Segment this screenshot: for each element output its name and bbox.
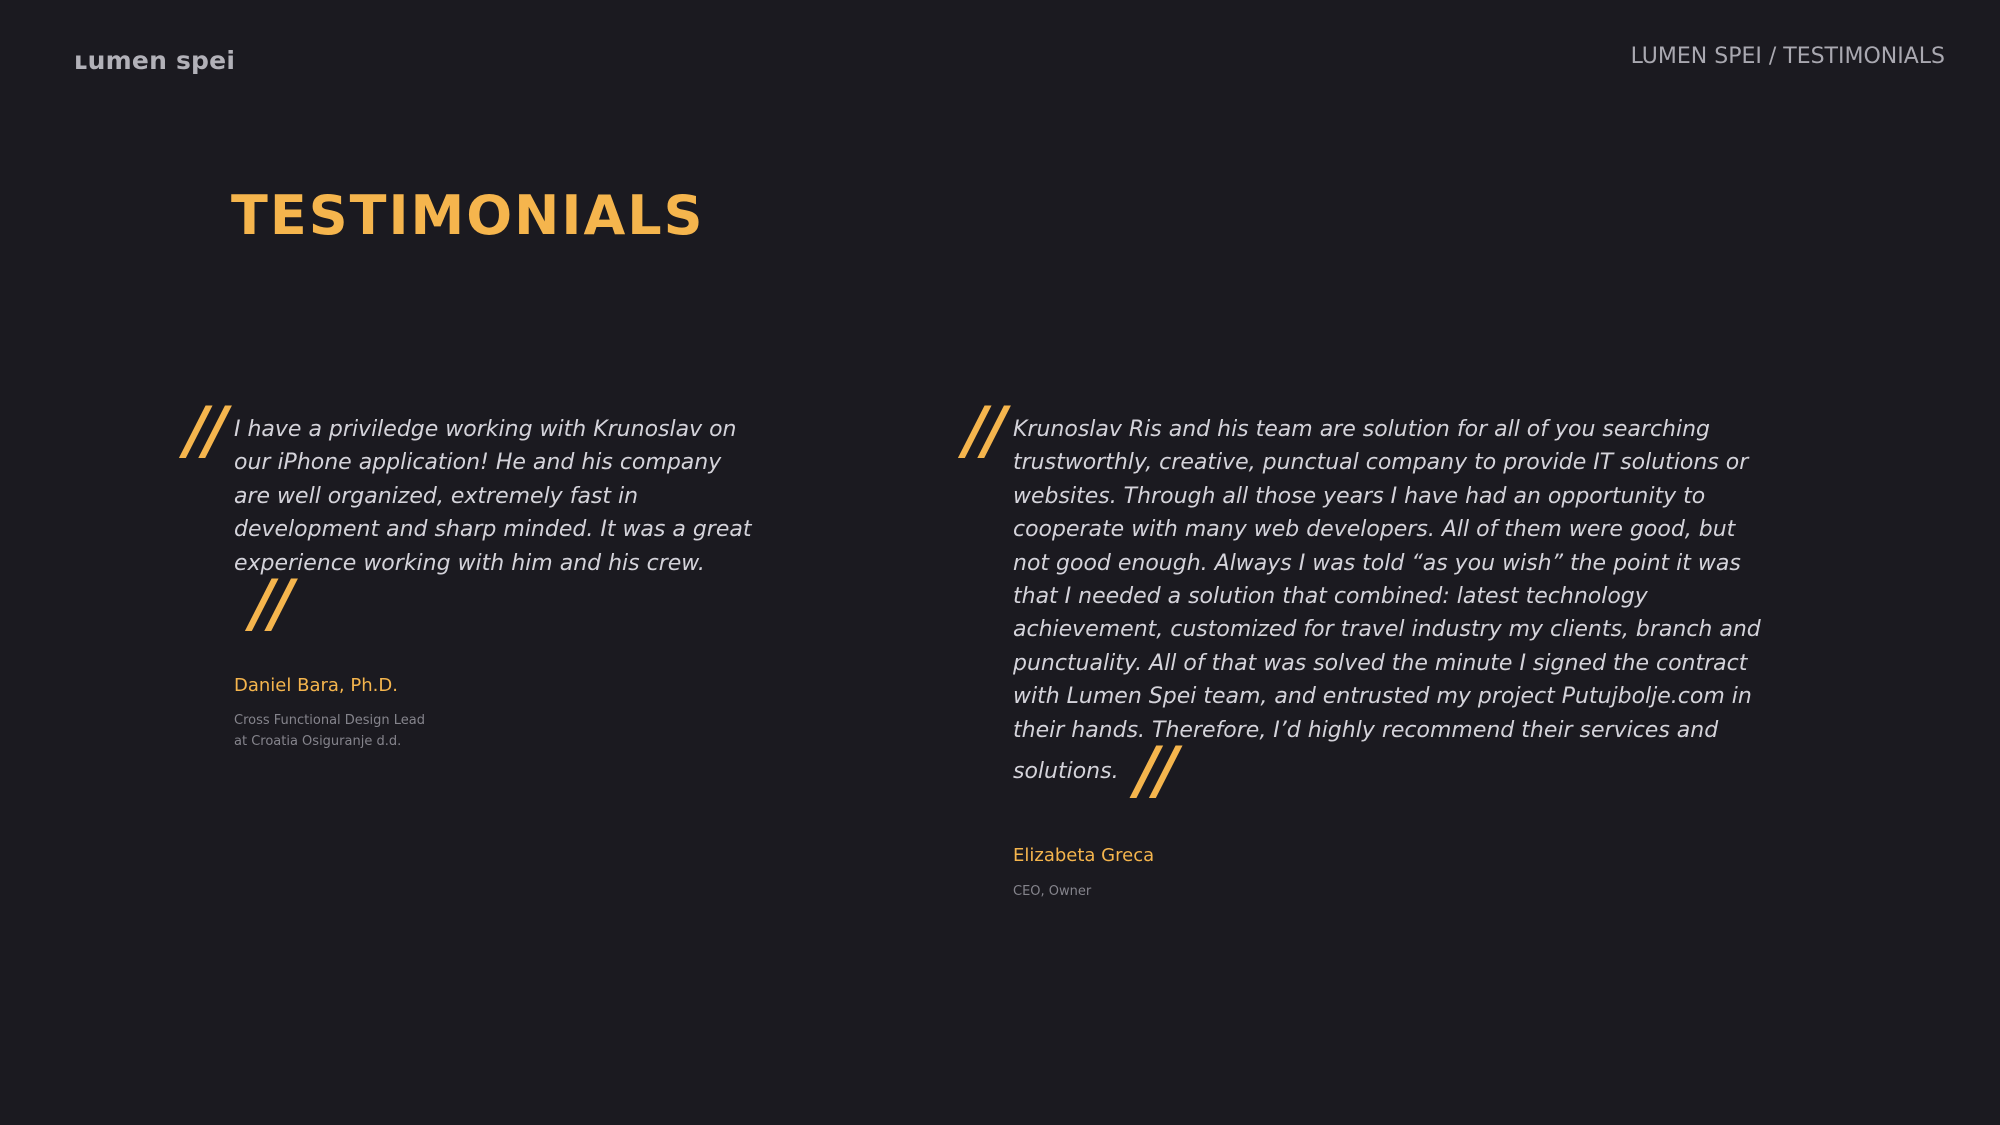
author-role-line: CEO, Owner — [1013, 884, 1092, 899]
testimonial-card — [184, 393, 754, 749]
testimonial-author-role — [234, 710, 425, 752]
open-quote-icon: // — [963, 393, 1002, 468]
close-quote-icon: // — [250, 566, 289, 642]
testimonial-author-role — [1013, 881, 1091, 902]
testimonial-quote-text: Krunoslav Ris and his team are solution for all of you searching trustworthly, creative, punctual company to provide IT solutions or websites. Through all those years I have had an opportunity to cooperate with many web developers. All of them were good, but not good enough. Always I was told “as you wish” the point it was that I needed a solution that combined: latest technology achievement, customized for travel industry my clients, branch and punctuality. All of that was solved the minute I signed the contract with Lumen Spei team, and entrusted my project Putujbolje.com in their hands. Therefore, I’d highly recommend their services and solutions. — [1013, 417, 1761, 785]
testimonial-quote — [1013, 413, 1773, 809]
testimonial-card — [963, 393, 1773, 899]
testimonial-quote-text: I have a priviledge working with Krunoslav on our iPhone application! He and his company are well organized, extremely fast in development and sharp minded. It was a great experience working with him and his crew. — [234, 417, 752, 576]
close-quote-icon: // — [1134, 733, 1174, 809]
page-title: TESTIMONIALS — [231, 184, 705, 247]
open-quote-icon: // — [184, 393, 223, 468]
author-role-line: Cross Functional Design Lead — [234, 713, 426, 728]
testimonial-quote — [234, 413, 754, 642]
breadcrumb: LUMEN SPEI / TESTIMONIALS — [1630, 44, 1945, 69]
testimonial-author: Elizabeta Greca — [1013, 845, 1155, 866]
brand-logo[interactable]: ʟumen spei — [74, 46, 236, 75]
author-role-line: at Croatia Osiguranje d.d. — [234, 734, 402, 749]
testimonial-author: Daniel Bara, Ph.D. — [234, 675, 398, 696]
